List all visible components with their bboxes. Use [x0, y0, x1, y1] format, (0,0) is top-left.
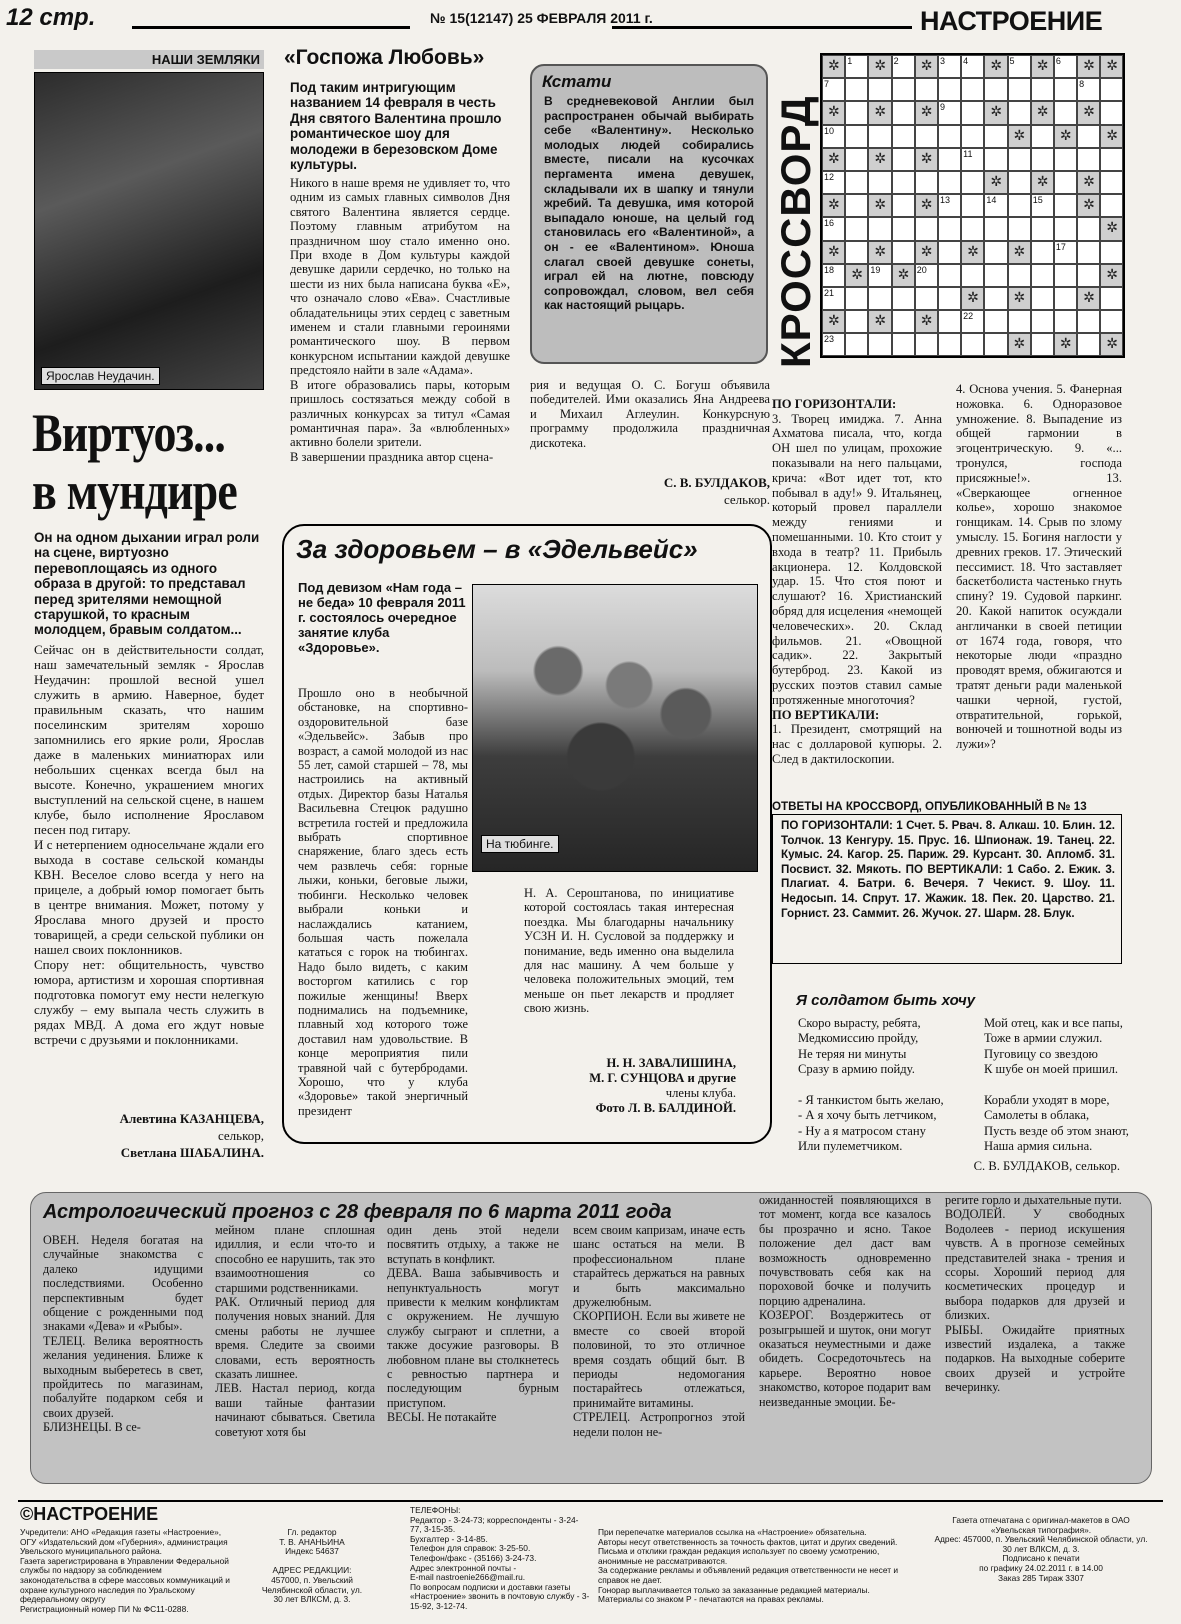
crossword-cell[interactable]	[938, 333, 961, 356]
crossword-cell[interactable]	[961, 171, 984, 194]
soldier-photo	[34, 72, 264, 390]
crossword-cell[interactable]	[1031, 125, 1054, 148]
lubov-author-role: селькор.	[723, 492, 770, 507]
crossword-cell-number: 4	[963, 56, 969, 66]
crossword-cell[interactable]	[1054, 148, 1077, 171]
crossword-block-cell	[1100, 264, 1123, 287]
crossword-cell[interactable]	[1031, 287, 1054, 310]
crossword-block-cell	[1100, 333, 1123, 356]
crossword-cell-number: 13	[939, 195, 950, 206]
astro-title: Астрологический прогноз с 28 февраля по 6 марта 2011 года	[43, 1201, 672, 1223]
article-title-line1: Виртуоз...	[32, 403, 226, 463]
crossword-cell[interactable]	[938, 264, 961, 287]
crossword-block-cell	[1008, 241, 1031, 264]
crossword-vert-text: 1. Президент, смотрящий на нас с долларовой купюры. 2. След в дактилоскопии.	[772, 722, 942, 766]
crossword-cell-number: 8	[1079, 79, 1085, 90]
crossword-cell[interactable]	[822, 125, 845, 148]
crossword-block-cell	[822, 101, 845, 124]
edelweiss-body: Прошло оно в необычной обстановке, на спортивно-оздоровительной базе «Эдельвейс». Забыв про возраст, а самой молодой из нас 55 лет, самой старшей – 78, мы настроились на активный отдых. Директор базы Наталья Васильевна Стецюк радушно встретила гостей и предложила выбрать спортивное снаряжение, благо здесь есть чем развлечь себя: горные лыжи, коньки, беговые лыжи, тюбинги. Несколько человек выбрали коньки и наслаждались катанием, большая часть пожелала кататься с горок на тюбингах. Надо было видеть, с каким восторгом катились с гор пожилые женщины! Вверх поднимались на подъемнике, плавный ход которого тоже доставил нам удовольствие. В конце мероприятия пили травяной чай с бутербродами. Хорошо, что у клуба «Здоровье» такой энергичный президент	[298, 686, 468, 1118]
footer-phones: ТЕЛЕФОНЫ: Редактор - 3-24-73; корреспонденты - 3-24-77, 3-15-35. Бухгалтер - 3-14-85. Телефон для справок: 3-25-50. Телефон/факс - (35166) 3-24-73. Адрес электронной почты - E-mail nastroenie266@mail.ru. По вопросам подписки и доставки газеты «Настроение» звонить в почтовую службу - 3-15-92, 3-12-74.	[410, 1505, 590, 1611]
article-body: Сейчас он в действительности солдат, наш замечательный земляк - Ярослав Неудачин: прошлой весной ушел служить в армию. Наверное, будет правильным сказать, что нашим поселинским зрителям хорошо запомнились его яркие роли, Ярослав даже в маленьких миниатюрах или небольших сценках всегда был на высоте. Конечно, украшением многих выступлений на сельской сцене, в нашем клубе, было исполнение Ярославом песен под гитару. И с нетерпением односельчане ждали его выхода в составе сельской команды КВН. Веселое слово всегда у него на прицеле, а добрый юмор помогает быть в центре внимания. Может, потому у Ярослава много друзей и просто товарищей, а среди сельской публики он нашел своих поклонников. Спору нет: общительность, чувство юмора, артистизм и хорошая спортивная подготовка помогут ему нести нелегкую службу – ему выпала честь служить в рядах МВД. А дома его ждут новые встречи с друзьями и поклонниками.	[34, 642, 264, 1047]
crossword-cell[interactable]	[1054, 55, 1077, 78]
crossword-cell[interactable]	[845, 287, 868, 310]
crossword-block-cell	[822, 55, 845, 78]
crossword-block-cell	[868, 241, 891, 264]
crossword-cell-number: 18	[824, 264, 835, 275]
crossword-cell[interactable]	[961, 333, 984, 356]
crossword-cell[interactable]	[1100, 241, 1123, 264]
page-number: 12 стр.	[6, 4, 96, 31]
crossword-cell[interactable]	[915, 125, 938, 148]
crossword-block-cell	[1054, 333, 1077, 356]
crossword-cell[interactable]	[892, 171, 915, 194]
crossword-cell-number: 3	[939, 56, 945, 66]
crossword-cell[interactable]	[845, 333, 868, 356]
crossword-cell[interactable]	[892, 101, 915, 124]
crossword-grid	[820, 53, 1125, 358]
author-name-2: Светлана ШАБАЛИНА.	[120, 1145, 264, 1160]
crossword-cell-number: 20	[916, 264, 927, 275]
crossword-horizontal	[772, 382, 942, 766]
crossword-cell[interactable]	[845, 125, 868, 148]
crossword-cell-number: 22	[963, 311, 974, 322]
crossword-cell[interactable]	[1031, 148, 1054, 171]
lubov-title: «Госпожа Любовь»	[284, 46, 485, 69]
crossword-cell[interactable]	[868, 171, 891, 194]
crossword-cell-number: 7	[824, 79, 830, 90]
lubov-body: Никого в наше время не удивляет то, что одним из самых главных символов Дня святого Валентина является сердце. Поэтому главным атрибутом на праздничном шоу стало именно оно. При входе в Дом культуры каждой девушке дарили сердечко, но только на шести из них была написана буква «Е», что означало слово «Ева». Счастливые обладательницы этих сердец с заветным именем и стали главными героинями романтического шоу. В первом конкурсном испытании каждой девушке предстояло найти в зале «Адама». В итоге образовались пары, которым пришлось состязаться между собой в различных конкурсах за титул «Самая романтичная пара». За «влюбленных» активно болели зрители. В завершении праздника автор сцена-	[290, 176, 510, 464]
crossword-cell[interactable]	[1054, 217, 1077, 240]
crossword-block-cell	[1077, 194, 1100, 217]
crossword-block-cell	[1031, 171, 1054, 194]
crossword-cell[interactable]	[961, 101, 984, 124]
crossword-cell[interactable]	[1100, 287, 1123, 310]
crossword-cell[interactable]	[845, 217, 868, 240]
edelweiss-box	[282, 524, 772, 1144]
crossword-block-cell	[915, 101, 938, 124]
lubov-lead: Под таким интригующим названием 14 февраля в честь Дня святого Валентина прошло романтическое шоу для молодежи в березовском Доме культуры.	[290, 80, 502, 173]
crossword-cell[interactable]	[938, 287, 961, 310]
photo-caption: Ярослав Неудачин.	[41, 367, 160, 385]
kstati-body: В средневековой Англии был распространен обычай выбирать себе «Валентину». Несколько молодых людей собирались вместе, писали на кусочках пергамента имена девушек, складывали их в шапку и тянули жребий. Та девушка, имя которой выпадало юноше, на целый год становилась его «Валентиной», а он - ее «Валентином». Юноша слагал своей девушке сонеты, играл ей на лютне, повсюду сопровождал, словом, вел себя как настоящий рыцарь.	[544, 94, 754, 313]
edelweiss-author-3: члены клуба.	[665, 1086, 736, 1100]
crossword-block-cell	[1077, 101, 1100, 124]
crossword-block-cell	[1031, 55, 1054, 78]
crossword-cell[interactable]	[822, 264, 845, 287]
crossword-cell[interactable]	[938, 194, 961, 217]
crossword-cell[interactable]	[1031, 264, 1054, 287]
crossword-cell-number: 16	[824, 218, 835, 229]
crossword-cell-number: 15	[1032, 195, 1043, 206]
crossword-cell[interactable]	[892, 217, 915, 240]
issue-info: № 15(12147) 25 ФЕВРАЛЯ 2011 г.	[430, 10, 653, 26]
crossword-block-cell	[1100, 217, 1123, 240]
crossword-cell[interactable]	[868, 333, 891, 356]
crossword-cell[interactable]	[1031, 217, 1054, 240]
edelweiss-author-2: М. Г. СУНЦОВА и другие	[589, 1071, 736, 1085]
crossword-cell-number: 1	[847, 56, 853, 66]
answers-title: ОТВЕТЫ НА КРОССВОРД, ОПУБЛИКОВАННЫЙ В № 13	[772, 800, 1087, 813]
crossword-cell[interactable]	[1008, 264, 1031, 287]
crossword-cell[interactable]	[938, 310, 961, 333]
crossword-cell[interactable]	[1100, 194, 1123, 217]
crossword-cell[interactable]	[1031, 310, 1054, 333]
crossword-cell[interactable]	[1008, 148, 1031, 171]
crossword-block-cell	[1008, 287, 1031, 310]
crossword-cell[interactable]	[1100, 310, 1123, 333]
crossword-cell[interactable]	[892, 310, 915, 333]
crossword-cell[interactable]	[845, 101, 868, 124]
crossword-horiz-text: 3. Творец имиджа. 7. Анна Ахматова писала, что, когда ОН шел по улицам, прохожие показывали на него пальцами, крича: «Вот идет тот, кто побывал в аду!» 9. Итальянец, который провел параллели между гениями и помешанными. 10. Кто стоит у входа в театр? 11. Прибыль акционера. 12. Колдовской удар. 15. Что стоя поют и слушают? 16. Христианский обряд для исцеления «немощей человеческих». 20. Склад фильмов. 21. «Овощной садик». 22. Закрытый бутерброд. 23. Какой из русских поэтов ставил самые протяженные многоточия?	[772, 411, 942, 707]
crossword-cell[interactable]	[984, 287, 1007, 310]
crossword-cell[interactable]	[822, 78, 845, 101]
crossword-cell[interactable]	[961, 125, 984, 148]
crossword-cell[interactable]	[938, 78, 961, 101]
crossword-cell[interactable]	[984, 264, 1007, 287]
crossword-cell[interactable]	[915, 333, 938, 356]
answers-box	[772, 814, 1122, 964]
crossword-cell-number: 12	[824, 171, 835, 182]
crossword-cell[interactable]	[915, 287, 938, 310]
edelweiss-photo-credit: Фото Л. В. БАЛДИНОЙ.	[595, 1101, 736, 1115]
crossword-cell[interactable]	[1008, 217, 1031, 240]
club-photo-caption: На тюбинге.	[481, 835, 559, 853]
crossword-cell[interactable]	[1031, 241, 1054, 264]
author-role-1: селькор,	[217, 1128, 264, 1143]
crossword-cell[interactable]	[1008, 194, 1031, 217]
astro-box	[30, 1192, 1152, 1484]
crossword-cell[interactable]	[1077, 217, 1100, 240]
crossword-cell[interactable]	[1054, 310, 1077, 333]
crossword-block-cell	[868, 55, 891, 78]
crossword-cell-number: 5	[1009, 56, 1015, 66]
crossword-cell[interactable]	[892, 148, 915, 171]
crossword-block-cell	[868, 148, 891, 171]
crossword-cell[interactable]	[938, 125, 961, 148]
crossword-cell[interactable]	[892, 125, 915, 148]
crossword-block-cell	[1008, 333, 1031, 356]
crossword-cell[interactable]	[1054, 171, 1077, 194]
crossword-block-cell	[868, 194, 891, 217]
crossword-cell[interactable]	[892, 194, 915, 217]
crossword-cell[interactable]	[1031, 194, 1054, 217]
crossword-block-cell	[822, 310, 845, 333]
crossword-cell[interactable]	[1054, 264, 1077, 287]
crossword-cell[interactable]	[1031, 78, 1054, 101]
crossword-cell[interactable]	[868, 217, 891, 240]
crossword-cell-number: 6	[1055, 56, 1061, 66]
crossword-cell[interactable]	[845, 148, 868, 171]
crossword-cell[interactable]	[915, 171, 938, 194]
crossword-cell[interactable]	[961, 148, 984, 171]
section-title: НАСТРОЕНИЕ	[920, 6, 1103, 36]
crossword-cell-number: 23	[824, 334, 835, 345]
crossword-cell-number: 11	[963, 148, 973, 159]
crossword-cell[interactable]	[1077, 125, 1100, 148]
article-title-line2: в мундире	[32, 461, 237, 521]
astro-col-1: ОВЕН. Неделя богатая на случайные знакомства с далеко идущими последствиями. Особенно перспективным будет общение с рожденными под знаками «Дева» и «Рыбы». ТЕЛЕЦ. Велика вероятность желания уединения. Ближе к выходным выберетесь в свет, пройдитесь по магазинам, побалуйте подарком себя и своих друзей. БЛИЗНЕЦЫ. В се-	[43, 1233, 203, 1435]
astro-col-2: мейном плане сплошная идиллия, и если что-то и способно ее нарушить, так это взаимоотношения со старшими родственниками. РАК. Отличный период для получения новых знаний. Для смены работы не лучшее время. Следите за своими словами, есть вероятность сказать лишнее. ЛЕВ. Настал период, когда ваши тайные фантазии начинают сбываться. Светила советуют хотя бы	[215, 1223, 375, 1439]
crossword-cell[interactable]	[1054, 241, 1077, 264]
crossword-block-cell	[1008, 125, 1031, 148]
crossword-cell[interactable]	[938, 148, 961, 171]
crossword-cell[interactable]	[845, 241, 868, 264]
crossword-cell[interactable]	[915, 78, 938, 101]
crossword-cell[interactable]	[1008, 310, 1031, 333]
crossword-block-cell	[822, 194, 845, 217]
kstati-box	[530, 64, 768, 364]
club-photo	[472, 584, 758, 872]
crossword-cell[interactable]	[938, 55, 961, 78]
crossword-cell[interactable]	[961, 194, 984, 217]
crossword-cell[interactable]	[1008, 101, 1031, 124]
crossword-cell[interactable]	[892, 55, 915, 78]
astro-col-4: всем своим капризам, иначе есть шанс остаться на мели. В профессиональном плане старайтесь держаться на равных и быть максимально дружелюбным. СКОРПИОН. Если вы живете не вместе со своей второй половиной, то это отличное время создать общий быт. В периоды недомогания постарайтесь отлежаться, принимайте витамины. СТРЕЛЕЦ. Астропрогноз этой недели полон не-	[573, 1223, 745, 1439]
crossword-block-cell	[822, 148, 845, 171]
crossword-cell[interactable]	[984, 148, 1007, 171]
author-name-1: Алевтина КАЗАНЦЕВА,	[119, 1111, 264, 1126]
rubric-label: НАШИ ЗЕМЛЯКИ	[34, 50, 264, 69]
crossword-cell[interactable]	[984, 217, 1007, 240]
crossword-block-cell	[845, 264, 868, 287]
crossword-cell[interactable]	[961, 264, 984, 287]
crossword-cell[interactable]	[868, 264, 891, 287]
crossword-horiz-head: ПО ГОРИЗОНТАЛИ:	[772, 396, 897, 411]
crossword-block-cell	[1100, 55, 1123, 78]
kstati-title: Кстати	[542, 72, 612, 91]
crossword-cell[interactable]	[892, 333, 915, 356]
crossword-cell[interactable]	[1077, 148, 1100, 171]
edelweiss-title: За здоровьем – в «Эдельвейс»	[296, 534, 698, 564]
edelweiss-author-1: Н. Н. ЗАВАЛИШИНА,	[606, 1056, 736, 1070]
lubov-author-name: С. В. БУЛДАКОВ,	[663, 475, 770, 490]
crossword-cell[interactable]	[961, 78, 984, 101]
crossword-cell[interactable]	[845, 55, 868, 78]
crossword-cell[interactable]	[1077, 310, 1100, 333]
crossword-cell[interactable]	[1054, 194, 1077, 217]
crossword-vertical-cont: 4. Основа учения. 5. Фанерная ножовка. 6. Одноразовое умножение. 8. Выпадение из общей гармонии в эгоцентрическую. 9. «... тронулся, господа присяжные!». 13. «Сверкающее огненное колье», хорошо знакомое гонщикам. 14. Срыв по злому умыслу. 15. Богиня наглости у древних греков. 17. Этический пессимист. 18. Что заставляет баскетболиста частенько гнуть спину? 19. Судовой паркинг. 20. Какой напиток осуждали англичанки в своей петиции от 1674 года, говоря, что некоторые люди «праздно проводят время, обжигаются и тратят деньги ради маленькой чашки черной, густой, отвратительной, горькой, вонючей и тошнотной воды из лужи»?	[956, 382, 1122, 752]
crossword-cell[interactable]	[1077, 241, 1100, 264]
footer-logo: ©НАСТРОЕНИЕ	[20, 1504, 159, 1524]
crossword-title: КРОССВОРД	[772, 95, 819, 368]
crossword-cell[interactable]	[938, 171, 961, 194]
crossword-cell[interactable]	[915, 217, 938, 240]
footer-print: Газета отпечатана с оригинал-макетов в ОАО «Увельская типография». Адрес: 457000, п. Увельский Челябинской области, ул. 30 лет ВЛКСМ, д. 3. Подписано к печати по графику 24.02.2011 г. в 14.00 Заказ 285 Тираж 3307	[934, 1515, 1148, 1583]
crossword-cell[interactable]	[1077, 333, 1100, 356]
crossword-block-cell	[915, 194, 938, 217]
lubov-body-cont: рия и ведущая О. С. Богуш объявила победителей. Ими оказались Яна Андреева и Михаил Аглеулин. Конкурсную программу продолжила праздничная дискотека.	[530, 378, 770, 450]
poem-col-1: Скоро вырасту, ребята, Медкомиссию пройду, Не теряя ни минуты Сразу в армию пойду. - Я танкистом быть желаю, - А я хочу быть летчиком, - Ну а я матросом стану Или пулеметчиком.	[798, 1016, 944, 1154]
crossword-cell[interactable]	[1077, 264, 1100, 287]
footer-editor: Гл. редактор Т. В. АНАНЬИНА Индекс 54637 АДРЕС РЕДАКЦИИ: 457000, п. Увельский Челябинской области, ул. 30 лет ВЛКСМ, д. 3.	[261, 1527, 363, 1605]
crossword-cell[interactable]	[1054, 101, 1077, 124]
crossword-cell[interactable]	[938, 101, 961, 124]
crossword-cell-number: 2	[893, 56, 899, 66]
crossword-cell[interactable]	[961, 310, 984, 333]
crossword-cell[interactable]	[868, 125, 891, 148]
footer-rule	[18, 1500, 1163, 1502]
astro-col-6: регите горло и дыхательные пути. ВОДОЛЕЙ. У свободных Водолеев - период искушения чувств. А в прогнозе семейных представителей знака - трения и ссоры. Хороший период для косметических процедур и выбора подарков для друзей и близких. РЫБЫ. Ожидайте приятных известий издалека, а также подарков. На выходные соберите своих друзей и устройте вечеринку.	[945, 1193, 1125, 1395]
crossword-cell[interactable]	[1054, 78, 1077, 101]
crossword-cell[interactable]	[984, 333, 1007, 356]
crossword-cell[interactable]	[845, 194, 868, 217]
crossword-cell[interactable]	[984, 125, 1007, 148]
crossword-cell[interactable]	[822, 287, 845, 310]
crossword-cell[interactable]	[984, 310, 1007, 333]
crossword-cell[interactable]	[845, 310, 868, 333]
crossword-block-cell	[1054, 125, 1077, 148]
crossword-cell-number: 9	[939, 102, 945, 113]
crossword-cell-number: 17	[1055, 241, 1066, 252]
crossword-cell[interactable]	[892, 241, 915, 264]
crossword-cell[interactable]	[1100, 148, 1123, 171]
edelweiss-lead: Под девизом «Нам года – не беда» 10 февраля 2011 г. состоялось очередное занятие клуба «Здоровье».	[298, 580, 466, 655]
footer-rules: При перепечатке материалов ссылка на «Настроение» обязательна. Авторы несут ответственность за точность фактов, цитат и других сведений. Письма и отклики граждан редакция использует по своему усмотрению, анонимные не рассматриваются. За содержание рекламы и объявлений редакция ответственности не несет и справок не дает. Гонорар выплачивается только за заказанные редакцией материалы. Материалы со знаком Р - печатаются на правах рекламы.	[598, 1527, 899, 1605]
astro-col-3: один день этой недели посвятить отдыху, а также не вступать в конфликт. ДЕВА. Ваша забывчивость и непунктуальность могут привести к мелким конфликтам с окружением. Не лучшую службу сыграют и сплетни, а также досужие разговоры. В любовном плане вы столкнетесь с ревностью партнера и последующим бурным приступом. ВЕСЫ. Не потакайте	[387, 1223, 559, 1425]
edelweiss-body-cont: Н. А. Сероштанова, по инициативе которой состоялась такая интересная поездка. Мы благодарны начальнику УСЗН И. Н. Сусловой за поддержку и понимание, ведь именно она выделила для нас машину. А чем больше у человека положительных эмоций, тем меньше он пьет лекарств и продляет свою жизнь.	[524, 886, 734, 1016]
crossword-cell[interactable]	[1100, 78, 1123, 101]
crossword-cell-number: 10	[824, 125, 835, 136]
article-lead: Он на одном дыхании играл роли на сцене, виртуозно перевоплощаясь из одного образа в другой: то представал перед зрителями немощной старушкой, то красным молодцем, бравым солдатом...	[34, 530, 260, 638]
poem-author: С. В. БУЛДАКОВ, селькор.	[973, 1159, 1120, 1173]
crossword-block-cell	[961, 241, 984, 264]
crossword-cell[interactable]	[822, 171, 845, 194]
crossword-cell[interactable]	[1100, 171, 1123, 194]
crossword-cell-number: 21	[824, 287, 835, 298]
crossword-block-cell	[915, 148, 938, 171]
crossword-block-cell	[868, 101, 891, 124]
crossword-block-cell	[1031, 101, 1054, 124]
crossword-cell[interactable]	[822, 217, 845, 240]
crossword-cell[interactable]	[845, 171, 868, 194]
crossword-block-cell	[984, 55, 1007, 78]
poem-col-2: Мой отец, как и все папы, Тоже в армии служил. Пуговицу со звездою К шубе он моей пришил. Корабли уходят в море, Самолеты в облака, Пусть везде об этом знают, Наша армия сильна.	[984, 1016, 1129, 1154]
crossword-cell[interactable]	[984, 78, 1007, 101]
crossword-cell[interactable]	[1008, 171, 1031, 194]
crossword-block-cell	[1077, 55, 1100, 78]
crossword-cell[interactable]	[892, 78, 915, 101]
crossword-block-cell	[1100, 125, 1123, 148]
crossword-cell[interactable]	[1077, 78, 1100, 101]
crossword-cell[interactable]	[1008, 78, 1031, 101]
crossword-cell[interactable]	[961, 217, 984, 240]
crossword-cell[interactable]	[845, 78, 868, 101]
crossword-cell[interactable]	[915, 264, 938, 287]
crossword-cell[interactable]	[1008, 55, 1031, 78]
answers-body: ПО ГОРИЗОНТАЛИ: 1 Счет. 5. Рвач. 8. Алкаш. 10. Блин. 12. Толчок. 13 Кенгуру. 15. Прус. 16. Шпионаж. 19. Танец. 22. Кумыс. 24. Кагор. 25. Париж. 29. Курсант. 30. Апломб. 31. Посвист. 32. Мякоть. ПО ВЕРТИКАЛИ: 1 Сабо. 2. Ежик. 3. Плагиат. 4. Батри. 6. Вечеря. 7 Чекист. 9. Шоу. 11. Недосып. 14. Спрут. 17. Жажик. 18. Пек. 20. Царство. 21. Горнист. 23. Саммит. 26. Жучок. 27. Шарм. 28. Блук.	[781, 819, 1115, 920]
crossword-block-cell	[1077, 287, 1100, 310]
crossword-cell[interactable]	[1031, 333, 1054, 356]
crossword-vert-head: ПО ВЕРТИКАЛИ:	[772, 707, 880, 722]
crossword-block-cell	[892, 264, 915, 287]
footer-founders: Учредители: АНО «Редакция газеты «Настроение», ОГУ «Издательский дом «Губерния», администрация Увельского муниципального района. Газета зарегистрирована в Управлении Федеральной службы по надзору за соблюдением законодательства в сфере массовых коммуникаций и охране культурного наследия по Уральскому федеральному округу Регистрационный номер ПИ № ФС11-0288.	[20, 1527, 230, 1614]
header-rule-left	[132, 26, 410, 29]
crossword-block-cell	[961, 287, 984, 310]
crossword-cell[interactable]	[938, 217, 961, 240]
crossword-block-cell	[868, 310, 891, 333]
crossword-cell-number: 19	[870, 264, 881, 275]
crossword-block-cell	[984, 101, 1007, 124]
poem-title: Я солдатом быть хочу	[796, 992, 976, 1009]
crossword-cell[interactable]	[1100, 101, 1123, 124]
astro-col-5: ожиданностей появляющихся в тот момент, когда все казалось бы прозрачно и ясно. Такое положение дел даст вам возможность одновременно почувствовать себя как на пороховой бочке и получить порцию адреналина. КОЗЕРОГ. Воздержитесь от розыгрышей и шуток, они могут оказаться неуместными и даже обидеть. Сосредоточьтесь на карьере. Вероятно новое знакомство, которое подарит вам неизведанные эмоции. Бе-	[759, 1193, 931, 1409]
crossword-cell[interactable]	[868, 287, 891, 310]
crossword-cell[interactable]	[822, 333, 845, 356]
crossword-cell[interactable]	[892, 287, 915, 310]
crossword-cell[interactable]	[1054, 287, 1077, 310]
crossword-block-cell	[915, 241, 938, 264]
crossword-block-cell	[915, 55, 938, 78]
crossword-cell-number: 14	[986, 195, 997, 206]
crossword-cell[interactable]	[984, 241, 1007, 264]
crossword-cell[interactable]	[938, 241, 961, 264]
crossword-cell[interactable]	[984, 194, 1007, 217]
crossword-cell[interactable]	[868, 78, 891, 101]
crossword-block-cell	[822, 241, 845, 264]
crossword-block-cell	[915, 310, 938, 333]
crossword-block-cell	[984, 171, 1007, 194]
header-rule-right	[612, 26, 912, 29]
crossword-cell[interactable]	[961, 55, 984, 78]
crossword-block-cell	[1077, 171, 1100, 194]
